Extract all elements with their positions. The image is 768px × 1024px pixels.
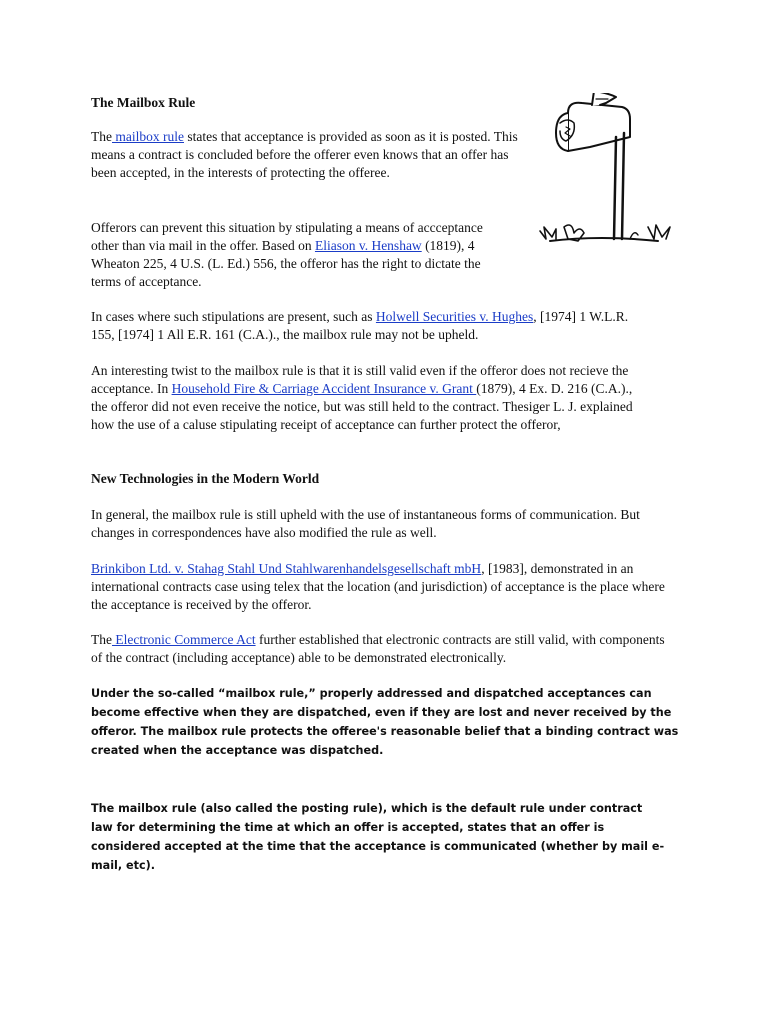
paragraph-interesting-twist [91, 362, 651, 434]
mailbox-illustration-icon [530, 93, 680, 253]
paragraph-general: In general, the mailbox rule is still upheld with the use of instantaneous forms of communication. But changes in correspondences have also modified the rule as well. [91, 507, 640, 540]
paragraph-stipulations [91, 308, 651, 344]
paragraph-text: states that acceptance is provided as soon as it is posted. This means a contract is concluded before the offerer even knows that an offer has been accepted, in the interests of protecting the offeree. [91, 129, 518, 180]
brinkibon-link[interactable]: Brinkibon Ltd. v. Stahag Stahl Und Stahlwarenhandelsgesellschaft mbH [91, 561, 482, 576]
paragraph-posting-rule: The mailbox rule (also called the posting rule), which is the default rule under contract law for determining the time at which an offer is accepted, states that an offer is considered accepted at the time that the acceptance is communicated (whether by mail e-mail, etc). [91, 802, 665, 872]
paragraph-mailbox-definition [91, 128, 523, 182]
paragraph-text: (1879), 4 Ex. D. 216 (C.A.)., the offeror did not even receive the notice, but was still held to the contract. Thesiger L. J. explained how the use of a caluse stipulating receipt of acceptance can further protect the offeror, [91, 381, 633, 432]
electronic-commerce-act-link[interactable]: Electronic Commerce Act [112, 632, 256, 647]
paragraph-so-called-mailbox-rule: Under the so-called “mailbox rule,” properly addressed and dispatched acceptances can become effective when they are dispatched, even if they are lost and never received by the offeror. The mailbox rule protects the offeree's reasonable belief that a binding contract was created when the acceptance was dispatched. [91, 687, 679, 757]
holwell-hughes-link[interactable]: Holwell Securities v. Hughes [375, 309, 534, 324]
page-title: The Mailbox Rule [91, 95, 196, 110]
paragraph-offerors-prevent [91, 219, 511, 291]
mailbox-rule-link[interactable]: mailbox rule [112, 129, 184, 144]
paragraph-text: further established that electronic contracts are still valid, with components of the contract (including acceptance) able to be demonstrated electronically. [91, 632, 665, 665]
paragraph-brinkibon [91, 560, 671, 614]
paragraph-text: In cases where such stipulations are present, such as [91, 309, 376, 324]
paragraph-electronic-commerce [91, 631, 671, 667]
eliason-henshaw-link[interactable]: Eliason v. Henshaw [314, 238, 422, 253]
paragraph-text: , [1974] 1 W.L.R. 155, [1974] 1 All E.R. 161 (C.A.)., the mailbox rule may not be upheld. [91, 309, 629, 342]
paragraph-text: An interesting twist to the mailbox rule is that it is still valid even if the offeror does not recieve the acceptance. In [91, 363, 629, 396]
paragraph-text: , [1983], demonstrated in an international contracts case using telex that the location (and jurisdiction) of acceptance is the place where the acceptance is received by the offeror. [91, 561, 665, 612]
paragraph-text: Offerors can prevent this situation by stipulating a means of accceptance other than via mail in the offer. Based on [91, 220, 483, 253]
paragraph-text: The [91, 632, 112, 647]
household-fire-link[interactable]: Household Fire & Carriage Accident Insurance v. Grant [171, 381, 477, 396]
paragraph-text: (1819), 4 Wheaton 225, 4 U.S. (L. Ed.) 556, the offeror has the right to dictate the terms of acceptance. [91, 238, 481, 289]
section-heading-new-technologies: New Technologies in the Modern World [91, 471, 320, 486]
paragraph-text: The [91, 129, 112, 144]
